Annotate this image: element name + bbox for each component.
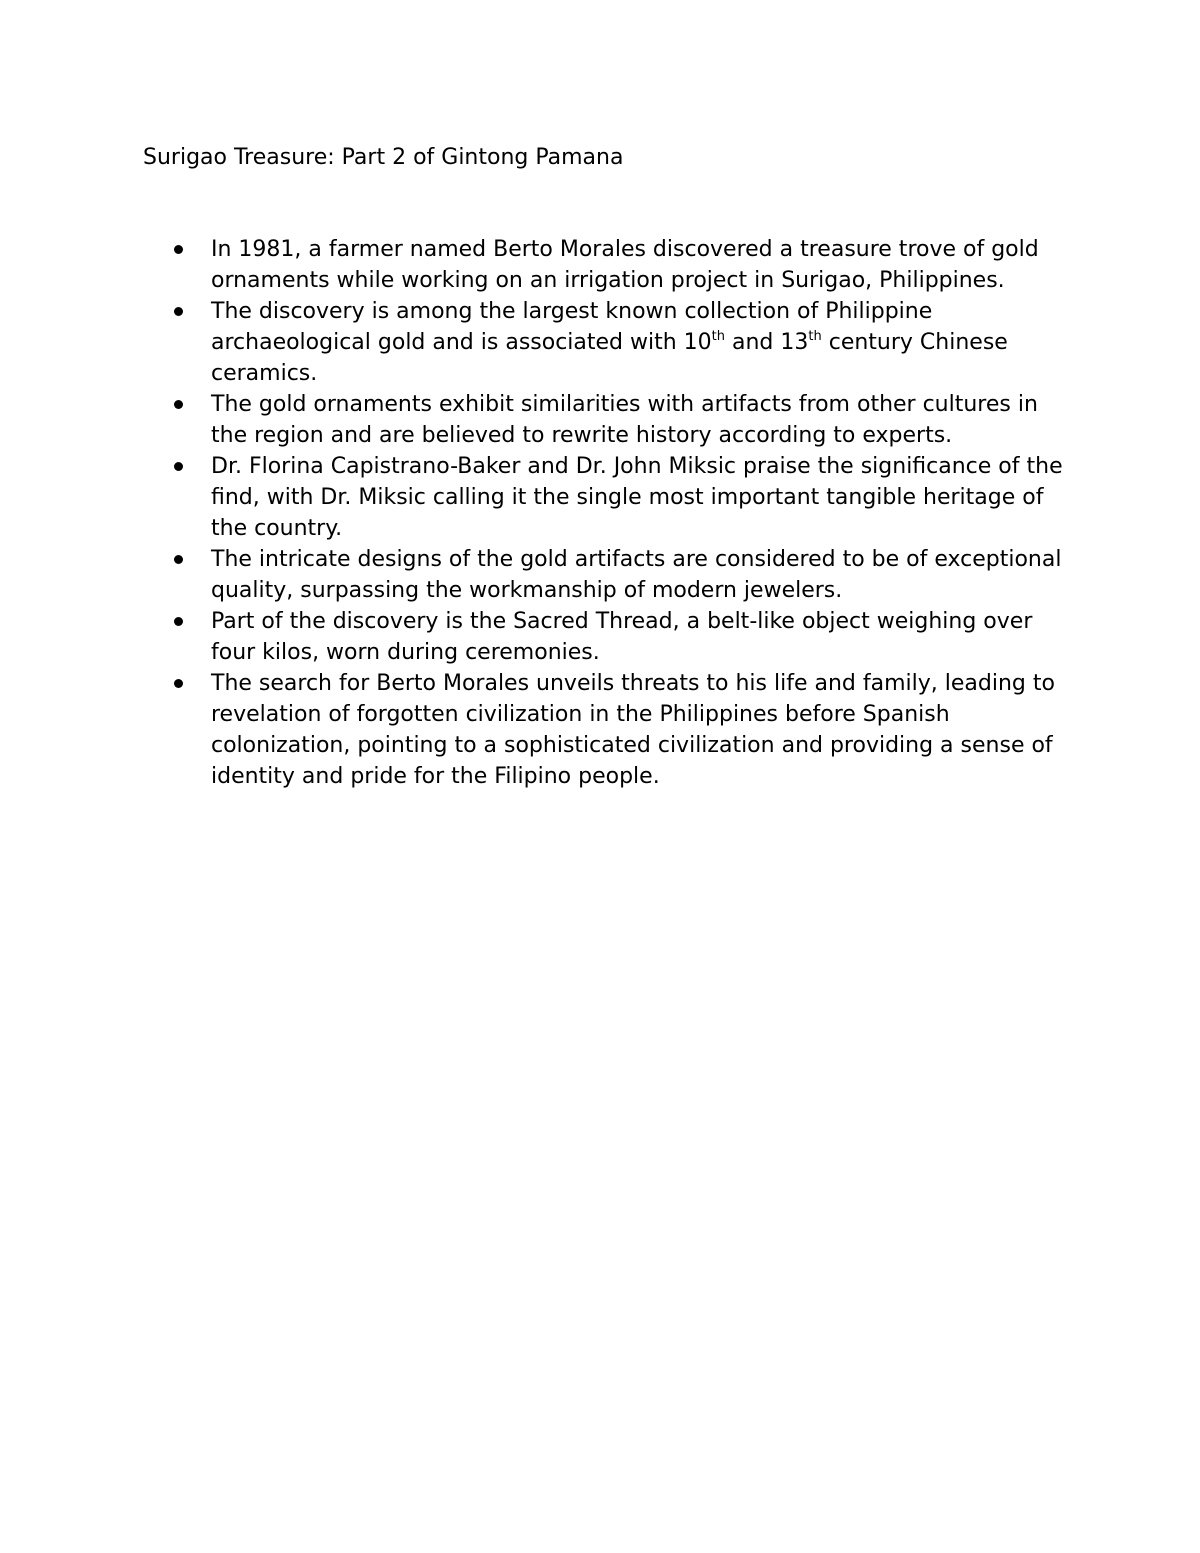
- bullet-text: century Chinese ceramics.: [211, 330, 1008, 386]
- bullet-text: The gold ornaments exhibit similarities with artifacts from other cultures in the region and are believed to rewrite history according to experts.: [211, 392, 1038, 448]
- bullet-item: [211, 451, 1071, 544]
- bullet-item: [211, 389, 1071, 451]
- bullet-item: [211, 544, 1071, 606]
- bullet-text: Part of the discovery is the Sacred Thread, a belt-like object weighing over four kilos, worn during ceremonies.: [211, 609, 1033, 665]
- superscript-ordinal: th: [808, 328, 822, 344]
- bullet-text: Dr. Florina Capistrano-Baker and Dr. John Miksic praise the significance of the find, with Dr. Miksic calling it the single most important tangible heritage of the country.: [211, 454, 1063, 541]
- document-title: Surigao Treasure: Part 2 of Gintong Pamana: [143, 145, 624, 170]
- bullet-item: [211, 296, 1071, 389]
- bullet-list: [211, 234, 1071, 792]
- bullet-text: and 13: [725, 330, 809, 355]
- bullet-text: The intricate designs of the gold artifacts are considered to be of exceptional quality, surpassing the workmanship of modern jewelers.: [211, 547, 1062, 603]
- bullet-text: The discovery is among the largest known collection of Philippine archaeological gold and is associated with 10: [211, 299, 933, 355]
- bullet-text: In 1981, a farmer named Berto Morales discovered a treasure trove of gold ornaments while working on an irrigation project in Surigao, Philippines.: [211, 237, 1039, 293]
- bullet-item: [211, 668, 1071, 792]
- bullet-text: The search for Berto Morales unveils threats to his life and family, leading to revelation of forgotten civilization in the Philippines before Spanish colonization, pointing to a sophisticated civilization and providing a sense of identity and pride for the Filipino people.: [211, 671, 1055, 789]
- bullet-item: [211, 234, 1071, 296]
- superscript-ordinal: th: [711, 328, 726, 344]
- bullet-item: [211, 606, 1071, 668]
